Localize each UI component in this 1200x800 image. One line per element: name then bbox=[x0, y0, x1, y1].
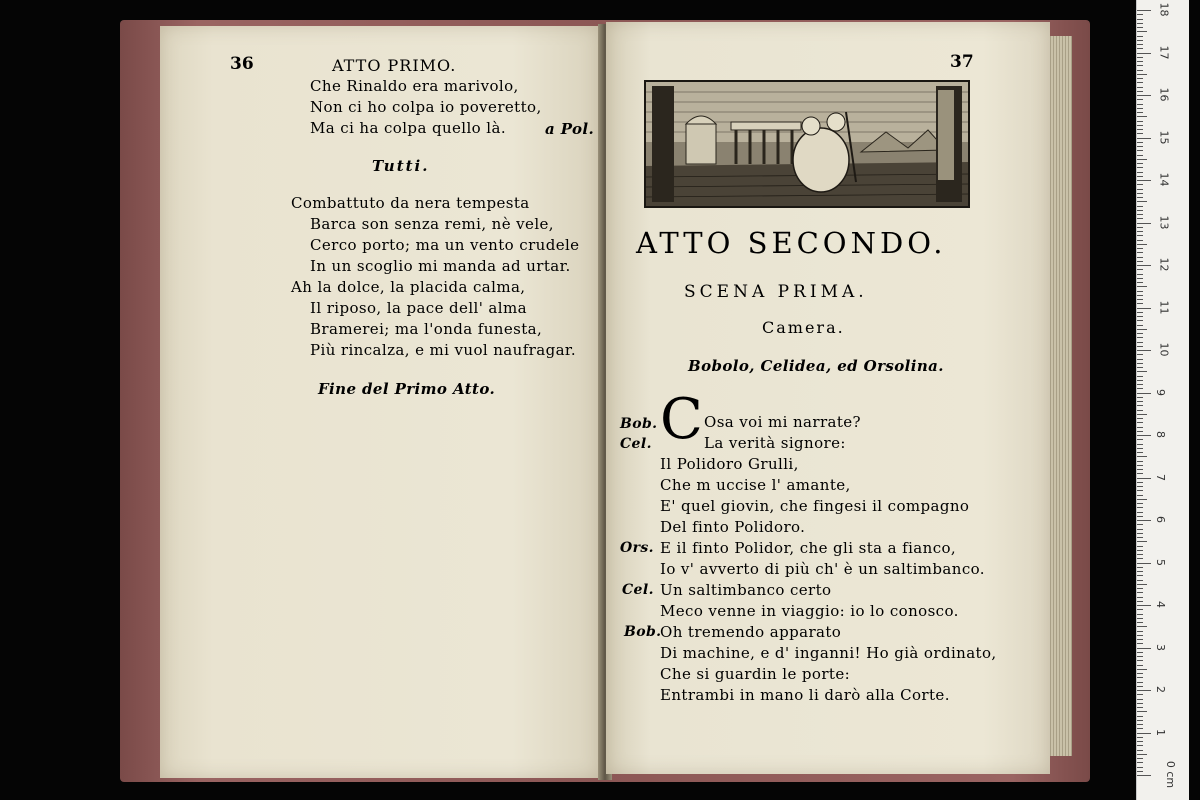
ruler-tick bbox=[1137, 393, 1151, 394]
ruler-tick bbox=[1137, 499, 1147, 500]
ruler-tick bbox=[1137, 150, 1143, 151]
ruler-tick bbox=[1137, 223, 1151, 224]
stanza-line: In un scoglio mi manda ad urtar. bbox=[310, 257, 571, 275]
ruler-tick bbox=[1137, 405, 1143, 406]
stage-aside: a Pol. bbox=[545, 120, 595, 138]
act-title: ATTO SECONDO. bbox=[636, 226, 947, 260]
ruler-tick bbox=[1137, 176, 1143, 177]
ruler-tick bbox=[1137, 686, 1143, 687]
ruler-tick bbox=[1137, 112, 1143, 113]
ruler-tick bbox=[1137, 359, 1143, 360]
ruler-tick bbox=[1137, 138, 1151, 139]
ruler-tick bbox=[1137, 724, 1143, 725]
ruler-tick bbox=[1137, 36, 1143, 37]
ruler-tick bbox=[1137, 388, 1143, 389]
ruler-tick bbox=[1137, 308, 1151, 309]
ruler-tick bbox=[1137, 231, 1143, 232]
verse-line: Ma ci ha colpa quello là. bbox=[310, 119, 506, 137]
ruler-tick bbox=[1137, 563, 1151, 564]
ruler-number: 0 cm bbox=[1164, 760, 1178, 789]
dialogue-line: Che si guardin le porte: bbox=[660, 665, 851, 683]
dialogue-line: Di machine, e d' inganni! Ho già ordinato, bbox=[660, 644, 997, 662]
ruler-tick bbox=[1137, 274, 1143, 275]
ruler-tick bbox=[1137, 733, 1151, 734]
ruler-tick bbox=[1137, 129, 1143, 130]
ruler-tick bbox=[1137, 503, 1143, 504]
ruler-number: 10 bbox=[1157, 342, 1171, 357]
ruler-tick bbox=[1137, 435, 1151, 436]
scale-ruler bbox=[1136, 0, 1189, 800]
ruler-tick bbox=[1137, 652, 1143, 653]
right-page-number: 37 bbox=[950, 52, 974, 72]
ruler-tick bbox=[1137, 142, 1143, 143]
ruler-tick bbox=[1137, 495, 1143, 496]
ruler-tick bbox=[1137, 656, 1143, 657]
ruler-tick bbox=[1137, 14, 1143, 15]
ruler-number: 1 bbox=[1154, 728, 1167, 736]
scene-title: SCENA PRIMA. bbox=[684, 282, 868, 302]
ruler-tick bbox=[1137, 682, 1143, 683]
ruler-tick bbox=[1137, 74, 1147, 75]
ruler-tick bbox=[1137, 750, 1143, 751]
ruler-tick bbox=[1137, 541, 1147, 542]
dialogue-line: Il Polidoro Grulli, bbox=[660, 455, 799, 473]
stanza-line: Più rincalza, e mi vuol naufragar. bbox=[310, 341, 576, 359]
ruler-tick bbox=[1137, 380, 1143, 381]
ruler-tick bbox=[1137, 116, 1147, 117]
ruler-tick bbox=[1137, 728, 1143, 729]
ruler-number: 15 bbox=[1157, 130, 1171, 144]
ruler-tick bbox=[1137, 775, 1151, 776]
ruler-tick bbox=[1137, 252, 1143, 253]
ruler-tick bbox=[1137, 53, 1151, 54]
character-list: Bobolo, Celidea, ed Orsolina. bbox=[688, 357, 944, 375]
ruler-number: 18 bbox=[1157, 2, 1171, 17]
dialogue-line: Entrambi in mano li darò alla Corte. bbox=[660, 686, 950, 704]
ruler-tick bbox=[1137, 40, 1143, 41]
ruler-tick bbox=[1137, 193, 1143, 194]
ruler-tick bbox=[1137, 82, 1143, 83]
ruler-tick bbox=[1137, 337, 1143, 338]
ruler-tick bbox=[1137, 639, 1143, 640]
ruler-tick bbox=[1137, 711, 1147, 712]
ruler-tick bbox=[1137, 533, 1143, 534]
ruler-tick bbox=[1137, 414, 1147, 415]
ruler-tick bbox=[1137, 291, 1143, 292]
dialogue-line: Del finto Polidoro. bbox=[660, 518, 806, 536]
stanza-line: Il riposo, la pace dell' alma bbox=[310, 299, 527, 317]
ruler-tick bbox=[1137, 431, 1143, 432]
left-page-number: 36 bbox=[230, 54, 254, 74]
speaker-label: Bob. bbox=[624, 624, 662, 640]
ruler-tick bbox=[1137, 741, 1143, 742]
ruler-tick bbox=[1137, 465, 1143, 466]
ruler-tick bbox=[1137, 282, 1143, 283]
ruler-tick bbox=[1137, 546, 1143, 547]
ruler-tick bbox=[1137, 716, 1143, 717]
ruler-tick bbox=[1137, 745, 1143, 746]
ruler-tick bbox=[1137, 427, 1143, 428]
ruler-tick bbox=[1137, 235, 1143, 236]
ruler-tick bbox=[1137, 469, 1143, 470]
ruler-tick bbox=[1137, 257, 1143, 258]
ruler-tick bbox=[1137, 384, 1143, 385]
ruler-tick bbox=[1137, 529, 1143, 530]
ruler-number: 7 bbox=[1154, 473, 1167, 481]
ruler-tick bbox=[1137, 690, 1151, 691]
dialogue-line: Osa voi mi narrate? bbox=[704, 413, 861, 431]
ruler-tick bbox=[1137, 227, 1143, 228]
ruler-tick bbox=[1137, 363, 1143, 364]
ruler-tick bbox=[1137, 19, 1143, 20]
ruler-tick bbox=[1137, 180, 1151, 181]
ruler-tick bbox=[1137, 448, 1143, 449]
ruler-tick bbox=[1137, 754, 1147, 755]
ruler-tick bbox=[1137, 316, 1143, 317]
ruler-tick bbox=[1137, 295, 1143, 296]
ruler-tick bbox=[1137, 155, 1143, 156]
ruler-tick bbox=[1137, 172, 1143, 173]
ruler-tick bbox=[1137, 622, 1143, 623]
ruler-tick bbox=[1137, 609, 1143, 610]
ruler-tick bbox=[1137, 197, 1143, 198]
ruler-tick bbox=[1137, 771, 1143, 772]
ruler-tick bbox=[1137, 401, 1143, 402]
verse-line: Non ci ho colpa io poveretto, bbox=[310, 98, 542, 116]
ruler-tick bbox=[1137, 184, 1143, 185]
ruler-tick bbox=[1137, 614, 1143, 615]
ruler-tick bbox=[1137, 512, 1143, 513]
ruler-tick bbox=[1137, 346, 1143, 347]
ruler-tick bbox=[1137, 673, 1143, 674]
ruler-tick bbox=[1137, 367, 1143, 368]
ruler-tick bbox=[1137, 571, 1143, 572]
ruler-number: 12 bbox=[1157, 257, 1171, 272]
ruler-tick bbox=[1137, 286, 1147, 287]
speaker-label: Cel. bbox=[620, 436, 652, 452]
ruler-tick bbox=[1137, 278, 1143, 279]
ruler-number: 4 bbox=[1154, 601, 1167, 608]
dialogue-line: E il finto Polidor, che gli sta a fianco, bbox=[660, 539, 957, 557]
ruler-tick bbox=[1137, 707, 1143, 708]
ruler-tick bbox=[1137, 703, 1143, 704]
ruler-tick bbox=[1137, 550, 1143, 551]
ruler-number: 17 bbox=[1157, 45, 1171, 59]
ruler-tick bbox=[1137, 104, 1143, 105]
verse-line: Che Rinaldo era marivolo, bbox=[310, 77, 519, 95]
ruler-tick bbox=[1137, 660, 1143, 661]
ruler-tick bbox=[1137, 206, 1143, 207]
ruler-tick bbox=[1137, 125, 1143, 126]
ruler-tick bbox=[1137, 95, 1151, 96]
ruler-tick bbox=[1137, 482, 1143, 483]
ruler-tick bbox=[1137, 265, 1151, 266]
dialogue-line: Che m uccise l' amante, bbox=[660, 476, 851, 494]
dialogue-line: Meco venne in viaggio: io lo conosco. bbox=[660, 602, 959, 620]
ruler-tick bbox=[1137, 371, 1147, 372]
ruler-tick bbox=[1137, 588, 1143, 589]
speaker-label: Bob. bbox=[620, 416, 658, 432]
ruler-tick bbox=[1137, 44, 1143, 45]
ruler-tick bbox=[1137, 240, 1143, 241]
ruler-tick bbox=[1137, 133, 1143, 134]
ruler-tick bbox=[1137, 520, 1151, 521]
stanza-line: Ah la dolce, la placida calma, bbox=[291, 278, 526, 296]
ruler-tick bbox=[1137, 584, 1147, 585]
ruler-tick bbox=[1137, 376, 1143, 377]
ruler-tick bbox=[1137, 214, 1143, 215]
ruler-tick bbox=[1137, 648, 1151, 649]
ruler-tick bbox=[1137, 27, 1143, 28]
ruler-tick bbox=[1137, 669, 1147, 670]
ruler-tick bbox=[1137, 461, 1143, 462]
ruler-tick bbox=[1137, 452, 1143, 453]
ruler-tick bbox=[1137, 554, 1143, 555]
ruler-tick bbox=[1137, 418, 1143, 419]
ruler-tick bbox=[1137, 597, 1143, 598]
ruler-tick bbox=[1137, 473, 1143, 474]
setting: Camera. bbox=[762, 318, 845, 337]
ruler-tick bbox=[1137, 575, 1143, 576]
ruler-tick bbox=[1137, 31, 1147, 32]
ruler-tick bbox=[1137, 444, 1143, 445]
ruler-tick bbox=[1137, 91, 1143, 92]
stanza-line: Barca son senza remi, nè vele, bbox=[310, 215, 554, 233]
ruler-tick bbox=[1137, 350, 1151, 351]
ruler-tick bbox=[1137, 269, 1143, 270]
ruler-tick bbox=[1137, 70, 1143, 71]
ruler-tick bbox=[1137, 558, 1143, 559]
stanza-line: Bramerei; ma l'onda funesta, bbox=[310, 320, 543, 338]
ruler-tick bbox=[1137, 490, 1143, 491]
ruler-tick bbox=[1137, 57, 1143, 58]
ruler-tick bbox=[1137, 248, 1143, 249]
ruler-tick bbox=[1137, 699, 1143, 700]
ruler-tick bbox=[1137, 618, 1143, 619]
speaker-heading: Tutti. bbox=[372, 157, 430, 175]
ruler-tick bbox=[1137, 720, 1143, 721]
ruler-tick bbox=[1137, 99, 1143, 100]
ruler-number: 14 bbox=[1157, 172, 1171, 187]
ruler-tick bbox=[1137, 10, 1151, 11]
ruler-tick bbox=[1137, 218, 1143, 219]
ruler-tick bbox=[1137, 516, 1143, 517]
ruler-tick bbox=[1137, 189, 1143, 190]
left-page bbox=[160, 26, 600, 778]
ruler-tick bbox=[1137, 767, 1143, 768]
ruler-tick bbox=[1137, 210, 1143, 211]
ruler-number: 16 bbox=[1157, 87, 1171, 102]
ruler-tick bbox=[1137, 677, 1143, 678]
ruler-tick bbox=[1137, 65, 1143, 66]
ruler-tick bbox=[1137, 48, 1143, 49]
ruler-tick bbox=[1137, 312, 1143, 313]
act-end-note: Fine del Primo Atto. bbox=[318, 380, 496, 398]
ruler-tick bbox=[1137, 456, 1147, 457]
ruler-tick bbox=[1137, 159, 1147, 160]
ruler-tick bbox=[1137, 478, 1151, 479]
ruler-tick bbox=[1137, 87, 1143, 88]
ruler-tick bbox=[1137, 167, 1143, 168]
ruler-tick bbox=[1137, 397, 1143, 398]
ruler-tick bbox=[1137, 201, 1147, 202]
ruler-tick bbox=[1137, 244, 1147, 245]
ruler-tick bbox=[1137, 354, 1143, 355]
ruler-tick bbox=[1137, 410, 1143, 411]
ruler-tick bbox=[1137, 303, 1143, 304]
ruler-tick bbox=[1137, 333, 1143, 334]
ruler-tick bbox=[1137, 737, 1143, 738]
ruler-number: 6 bbox=[1154, 516, 1167, 523]
ruler-tick bbox=[1137, 486, 1143, 487]
ruler-number: 2 bbox=[1154, 686, 1167, 693]
ruler-tick bbox=[1137, 320, 1143, 321]
speaker-label: Ors. bbox=[620, 540, 654, 556]
ruler-tick bbox=[1137, 762, 1143, 763]
ruler-tick bbox=[1137, 507, 1143, 508]
ruler-tick bbox=[1137, 592, 1143, 593]
ruler-tick bbox=[1137, 580, 1143, 581]
ruler-tick bbox=[1137, 694, 1143, 695]
dialogue-line: Un saltimbanco certo bbox=[660, 581, 832, 599]
drop-cap: C bbox=[660, 387, 703, 452]
ruler-tick bbox=[1137, 146, 1143, 147]
ruler-tick bbox=[1137, 635, 1143, 636]
ruler-tick bbox=[1137, 23, 1143, 24]
ruler-number: 11 bbox=[1157, 300, 1171, 314]
ruler-tick bbox=[1137, 758, 1143, 759]
dialogue-line: La verità signore: bbox=[704, 434, 846, 452]
ruler-number: 5 bbox=[1154, 558, 1167, 566]
ruler-number: 13 bbox=[1157, 215, 1171, 229]
ruler-tick bbox=[1137, 643, 1143, 644]
ruler-tick bbox=[1137, 422, 1143, 423]
stanza-line: Combattuto da nera tempesta bbox=[291, 194, 530, 212]
ruler-tick bbox=[1137, 601, 1143, 602]
dialogue-line: E' quel giovin, che fingesi il compagno bbox=[660, 497, 970, 515]
ruler-tick bbox=[1137, 163, 1143, 164]
ruler-tick bbox=[1137, 329, 1147, 330]
ruler-number: 8 bbox=[1154, 431, 1167, 438]
ruler-tick bbox=[1137, 537, 1143, 538]
speaker-label: Cel. bbox=[622, 582, 654, 598]
ruler-tick bbox=[1137, 61, 1143, 62]
ruler-tick bbox=[1137, 299, 1143, 300]
dialogue-line: Oh tremendo apparato bbox=[660, 623, 842, 641]
running-head: ATTO PRIMO. bbox=[332, 56, 457, 75]
ruler-tick bbox=[1137, 605, 1151, 606]
ruler-tick bbox=[1137, 665, 1143, 666]
ruler-tick bbox=[1137, 626, 1147, 627]
woodcut-vignette bbox=[644, 80, 970, 208]
ruler-tick bbox=[1137, 567, 1143, 568]
ruler-tick bbox=[1137, 631, 1143, 632]
ruler-number: 3 bbox=[1154, 643, 1167, 651]
page-edges bbox=[1048, 36, 1072, 756]
stanza-line: Cerco porto; ma un vento crudele bbox=[310, 236, 580, 254]
ruler-tick bbox=[1137, 261, 1143, 262]
ruler-tick bbox=[1137, 524, 1143, 525]
ruler-number: 9 bbox=[1154, 388, 1167, 396]
ruler-tick bbox=[1137, 342, 1143, 343]
ruler-tick bbox=[1137, 439, 1143, 440]
ruler-tick bbox=[1137, 325, 1143, 326]
ruler-tick bbox=[1137, 121, 1143, 122]
dialogue-line: Io v' avverto di più ch' è un saltimbanco. bbox=[660, 560, 985, 578]
ruler-tick bbox=[1137, 108, 1143, 109]
ruler-tick bbox=[1137, 78, 1143, 79]
